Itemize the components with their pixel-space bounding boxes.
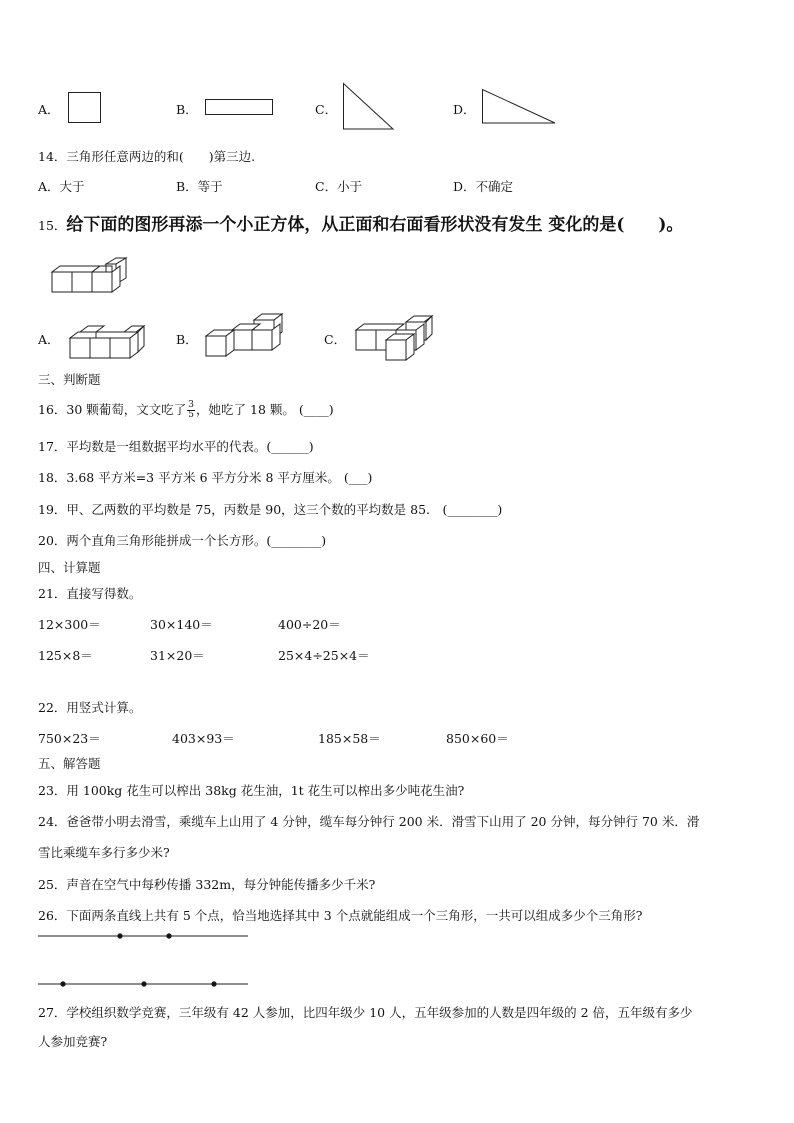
q24-line2: 雪比乘缆车多行多少米?: [38, 845, 170, 860]
q15-option-c: C．: [324, 332, 347, 347]
section-5-title: 五、解答题: [38, 756, 101, 771]
fraction: [187, 401, 195, 420]
option-label: C．: [315, 102, 338, 117]
q25-text: 25．声音在空气中每秒传播 332m，每分钟能传播多少千米?: [38, 877, 376, 892]
right-triangle-wide-shape: [482, 89, 557, 125]
q26-text: 26．下面两条直线上共有 5 个点，恰当地选择其中 3 个点就能组成一个三角形，一共可以组成多少个三角形?: [38, 908, 643, 923]
fraction-numerator: 3: [188, 400, 195, 410]
q15-option-a: A．: [38, 332, 60, 347]
section-3-title: 三、判断题: [38, 372, 101, 387]
q22-item: 750×23＝: [38, 731, 101, 746]
q15-number: 15．: [38, 218, 67, 233]
q27-line2: 人参加竞赛?: [38, 1034, 108, 1049]
q13-option-b: [176, 100, 198, 118]
q22-text: 22．用竖式计算。: [38, 700, 142, 715]
q15-question: [38, 210, 683, 235]
option-label: B．: [176, 102, 198, 117]
cube-figure-base: [48, 256, 130, 296]
q21-text: 21．直接写得数。: [38, 586, 142, 601]
q13-option-d: [453, 100, 476, 118]
section-4-title: 四、计算题: [38, 560, 101, 575]
option-label: D．: [453, 102, 476, 117]
q14-option-c: C．小于: [315, 179, 363, 194]
q16-text: [38, 400, 334, 420]
q15-option-b: B．: [176, 332, 198, 347]
q16-post: ，她吃了 18 颗。 (____): [196, 402, 334, 417]
q24-line1: 24．爸爸带小明去滑雪，乘缆车上山用了 4 分钟，缆车每分钟行 200 米．滑雪下山用了 20 分钟，每分钟行 70 米．滑: [38, 814, 700, 829]
q26-lines-figure: [38, 930, 252, 990]
q21-item: 30×140＝: [150, 617, 213, 632]
q18-text: 18．3.68 平方米=3 平方米 6 平方分米 8 平方厘米。 (___): [38, 470, 373, 485]
q23-text: 23．用 100kg 花生可以榨出 38kg 花生油，1t 花生可以榨出多少吨花生油?: [38, 783, 465, 798]
cube-figure-b: [200, 314, 292, 360]
q14-option-a: A．大于: [38, 179, 85, 194]
q22-item: 185×58＝: [318, 731, 381, 746]
q21-item: 25×4÷25×4＝: [278, 648, 370, 663]
q15-text: 给下面的图形再添一个小正方体，从正面和右面看形状没有发生 变化的是( )。: [66, 215, 684, 235]
q21-item: 125×8＝: [38, 648, 93, 663]
q22-item: 403×93＝: [172, 731, 235, 746]
q14-option-d: D．不确定: [453, 179, 514, 194]
q22-item: 850×60＝: [446, 731, 509, 746]
q14-option-b: B．等于: [176, 179, 223, 194]
q19-text: 19．甲、乙两数的平均数是 75，丙数是 90，这三个数的平均数是 85. (________): [38, 502, 503, 517]
q20-text: 20．两个直角三角形能拼成一个长方形。(________): [38, 533, 327, 548]
q14-text: 14．三角形任意两边的和( )第三边.: [38, 149, 256, 164]
cube-figure-c: [352, 316, 436, 364]
right-triangle-tall-shape: [343, 83, 395, 131]
rectangle-shape: [205, 99, 275, 117]
fraction-denominator: 5: [188, 410, 195, 420]
q21-item: 31×20＝: [150, 648, 205, 663]
q17-text: 17．平均数是一组数据平均水平的代表。(______): [38, 439, 314, 454]
cube-figure-a: [66, 322, 148, 362]
q13-option-a: [38, 100, 60, 118]
q16-pre: 16．30 颗葡萄，文文吃了: [38, 402, 187, 417]
point: [167, 934, 171, 938]
q21-item: 400÷20＝: [278, 617, 341, 632]
q21-item: 12×300＝: [38, 617, 101, 632]
q13-option-c: [315, 100, 337, 118]
point: [142, 982, 146, 986]
q27-line1: 27．学校组织数学竞赛，三年级有 42 人参加，比四年级少 10 人，五年级参加的人数是四年级的 2 倍，五年级有多少: [38, 1005, 693, 1020]
square-shape: [68, 92, 102, 124]
point: [61, 982, 65, 986]
point: [118, 934, 122, 938]
option-label: A．: [38, 102, 60, 117]
point: [212, 982, 216, 986]
